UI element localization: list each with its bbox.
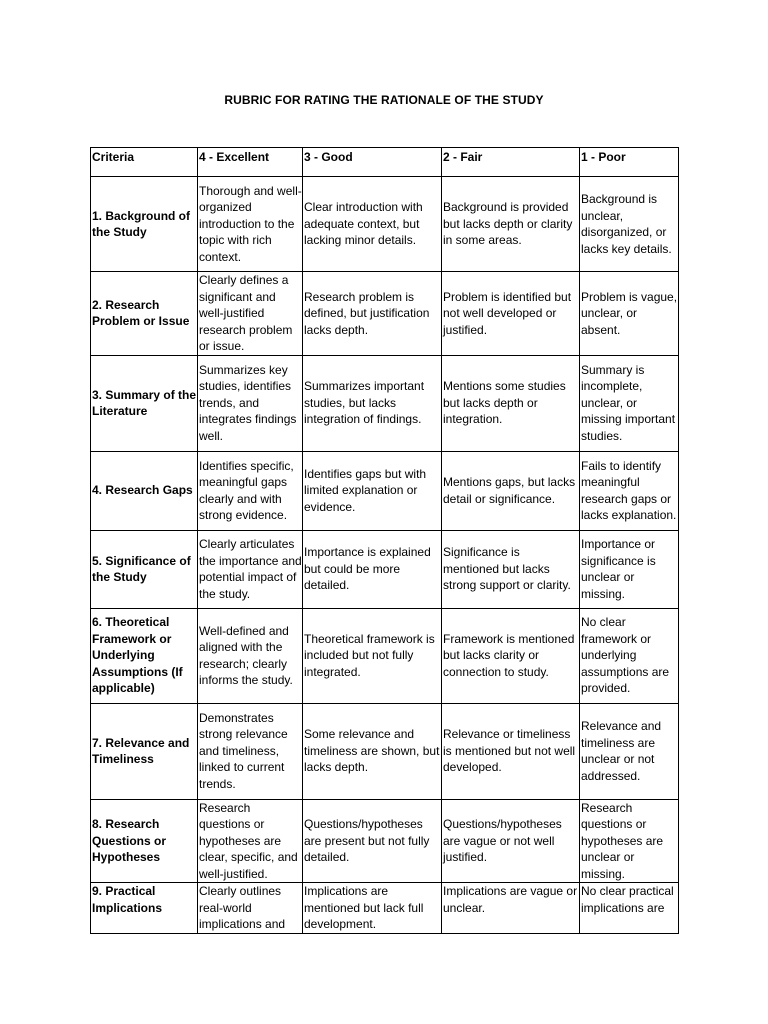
good-cell: Clear introduction with adequate context, but lacking minor details.: [303, 177, 442, 272]
table-row: [91, 883, 679, 934]
good-cell: Questions/hypotheses are present but not fully detailed.: [303, 799, 442, 883]
criteria-cell: 4. Research Gaps: [91, 451, 198, 530]
good-cell: Research problem is defined, but justification lacks depth.: [303, 272, 442, 356]
table-row: [91, 272, 679, 356]
good-cell: Implications are mentioned but lack full development.: [303, 883, 442, 934]
fair-cell: Mentions gaps, but lacks detail or significance.: [442, 451, 580, 530]
poor-cell: Importance or significance is unclear or missing.: [580, 530, 679, 608]
excellent-cell: Clearly articulates the importance and potential impact of the study.: [198, 530, 303, 608]
poor-cell: No clear framework or underlying assumptions are provided.: [580, 608, 679, 703]
header-fair: 2 - Fair: [442, 148, 580, 177]
poor-cell: No clear practical implications are: [580, 883, 679, 934]
poor-cell: Fails to identify meaningful research gaps or lacks explanation.: [580, 451, 679, 530]
criteria-cell: 5. Significance of the Study: [91, 530, 198, 608]
fair-cell: Background is provided but lacks depth or clarity in some areas.: [442, 177, 580, 272]
table-row: [91, 530, 679, 608]
excellent-cell: Clearly outlines real-world implications and: [198, 883, 303, 934]
excellent-cell: Thorough and well-organized introduction to the topic with rich context.: [198, 177, 303, 272]
table-row: [91, 177, 679, 272]
header-excellent: 4 - Excellent: [198, 148, 303, 177]
criteria-cell: 9. Practical Implications: [91, 883, 198, 934]
poor-cell: Relevance and timeliness are unclear or not addressed.: [580, 703, 679, 799]
criteria-cell: 2. Research Problem or Issue: [91, 272, 198, 356]
table-row: [91, 703, 679, 799]
criteria-cell: 6. Theoretical Framework or Underlying Assumptions (If applicable): [91, 608, 198, 703]
excellent-cell: Demonstrates strong relevance and timeliness, linked to current trends.: [198, 703, 303, 799]
table-row: [91, 355, 679, 451]
poor-cell: Summary is incomplete, unclear, or missing important studies.: [580, 355, 679, 451]
fair-cell: Framework is mentioned but lacks clarity or connection to study.: [442, 608, 580, 703]
table-row: [91, 451, 679, 530]
excellent-cell: Clearly defines a significant and well-justified research problem or issue.: [198, 272, 303, 356]
criteria-cell: 7. Relevance and Timeliness: [91, 703, 198, 799]
table-row: [91, 799, 679, 883]
fair-cell: Relevance or timeliness is mentioned but not well developed.: [442, 703, 580, 799]
good-cell: Theoretical framework is included but not fully integrated.: [303, 608, 442, 703]
fair-cell: Implications are vague or unclear.: [442, 883, 580, 934]
header-row: [91, 148, 679, 177]
fair-cell: Problem is identified but not well developed or justified.: [442, 272, 580, 356]
good-cell: Identifies gaps but with limited explanation or evidence.: [303, 451, 442, 530]
fair-cell: Questions/hypotheses are vague or not well justified.: [442, 799, 580, 883]
good-cell: Some relevance and timeliness are shown, but lacks depth.: [303, 703, 442, 799]
header-criteria: Criteria: [91, 148, 198, 177]
rubric-table: [90, 147, 679, 934]
good-cell: Summarizes important studies, but lacks integration of findings.: [303, 355, 442, 451]
poor-cell: Problem is vague, unclear, or absent.: [580, 272, 679, 356]
fair-cell: Significance is mentioned but lacks strong support or clarity.: [442, 530, 580, 608]
page-title: RUBRIC FOR RATING THE RATIONALE OF THE STUDY: [224, 93, 544, 107]
excellent-cell: Identifies specific, meaningful gaps clearly and with strong evidence.: [198, 451, 303, 530]
criteria-cell: 3. Summary of the Literature: [91, 355, 198, 451]
excellent-cell: Well-defined and aligned with the research; clearly informs the study.: [198, 608, 303, 703]
excellent-cell: Summarizes key studies, identifies trends, and integrates findings well.: [198, 355, 303, 451]
excellent-cell: Research questions or hypotheses are clear, specific, and well-justified.: [198, 799, 303, 883]
header-good: 3 - Good: [303, 148, 442, 177]
poor-cell: Background is unclear, disorganized, or lacks key details.: [580, 177, 679, 272]
good-cell: Importance is explained but could be more detailed.: [303, 530, 442, 608]
header-poor: 1 - Poor: [580, 148, 679, 177]
table-row: [91, 608, 679, 703]
criteria-cell: 1. Background of the Study: [91, 177, 198, 272]
poor-cell: Research questions or hypotheses are unclear or missing.: [580, 799, 679, 883]
criteria-cell: 8. Research Questions or Hypotheses: [91, 799, 198, 883]
fair-cell: Mentions some studies but lacks depth or integration.: [442, 355, 580, 451]
